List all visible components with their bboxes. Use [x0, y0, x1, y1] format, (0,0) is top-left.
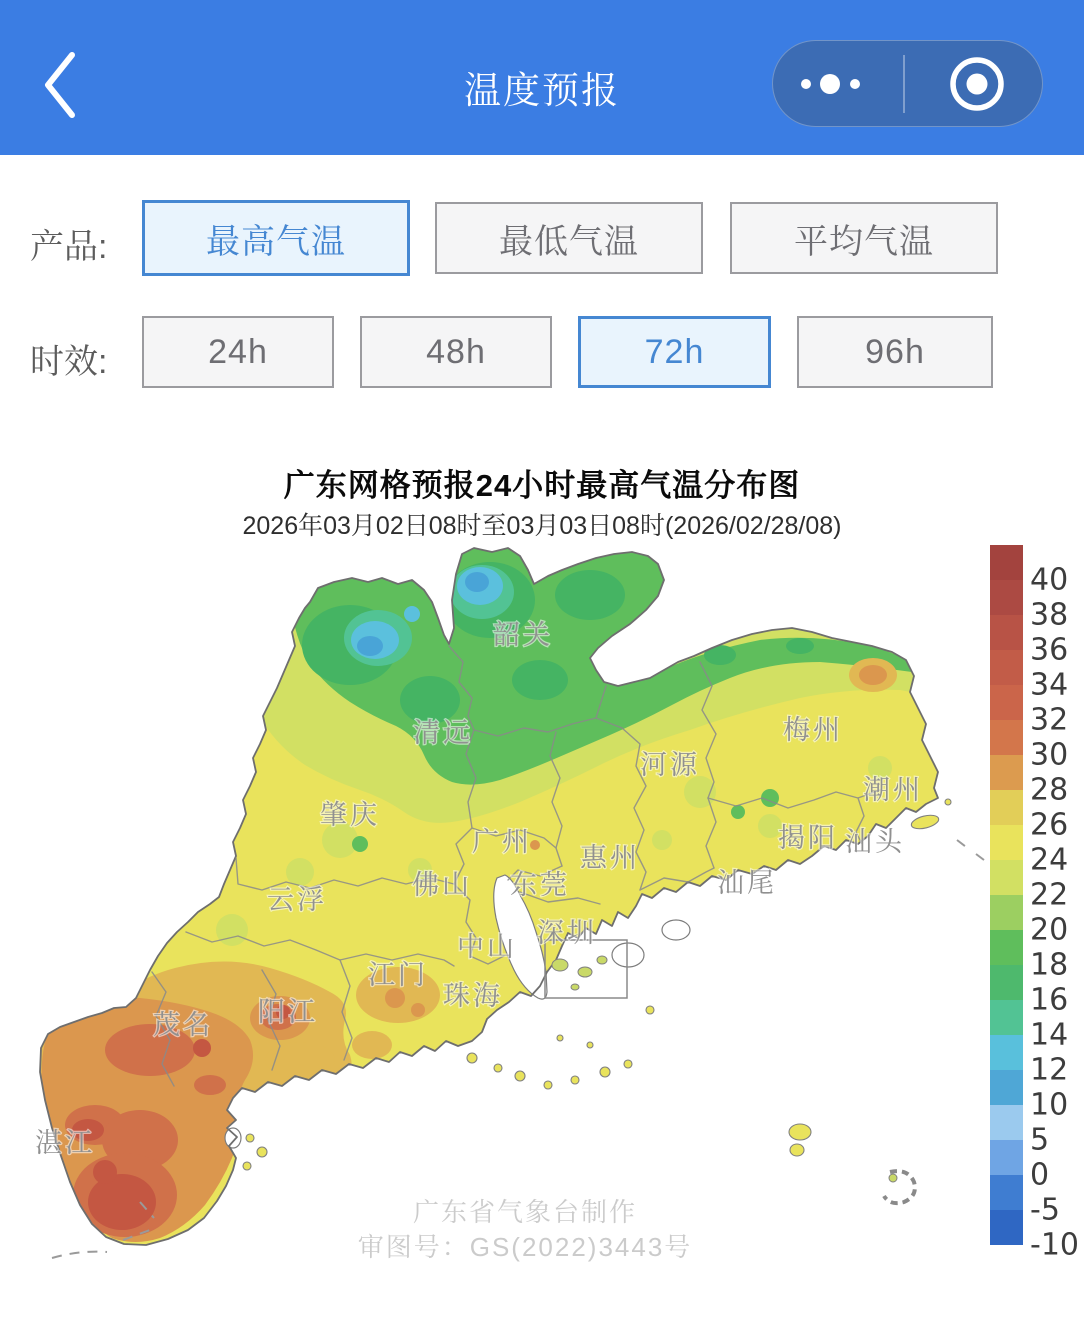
legend-segment [990, 685, 1023, 720]
legend-value-label: 28 [1030, 772, 1069, 808]
map-credit: 广东省气象台制作 [412, 1197, 637, 1227]
legend-value-label: -10 [1030, 1227, 1079, 1263]
legend-value-label: 26 [1030, 807, 1069, 843]
map-city-label: 梅州 [783, 715, 843, 745]
map-city-label: 惠州 [580, 843, 640, 873]
legend-value-label: 22 [1030, 877, 1069, 913]
target-circle-icon [953, 60, 1001, 108]
legend-value-label: 12 [1030, 1052, 1069, 1088]
legend-value-label: 20 [1030, 912, 1069, 948]
product-option-min-temp[interactable]: 最低气温 [435, 202, 703, 274]
map-city-label: 中山 [457, 932, 517, 962]
legend-value-label: 10 [1030, 1087, 1069, 1123]
product-row-label: 产品: [30, 228, 108, 266]
legend-segment [990, 965, 1023, 1000]
legend-segment [990, 860, 1023, 895]
map-city-label: 河源 [640, 750, 700, 780]
map-city-label: 韶关 [493, 620, 553, 650]
legend-segment [990, 1105, 1023, 1140]
legend-segment [990, 720, 1023, 755]
temperature-legend [990, 545, 1079, 1263]
legend-value-label: 32 [1030, 702, 1069, 738]
map-city-label: 潮州 [863, 775, 923, 805]
map-city-label: 揭阳 [778, 823, 838, 853]
legend-segment [990, 580, 1023, 615]
map-city-label: 江门 [368, 960, 428, 990]
product-option-max-temp[interactable]: 最高气温 [142, 200, 410, 276]
legend-segment [990, 755, 1023, 790]
map-city-label: 广州 [472, 827, 532, 857]
legend-segment [990, 1140, 1023, 1175]
period-option-24h[interactable]: 24h [142, 316, 334, 388]
legend-segment [990, 790, 1023, 825]
map-city-label: 清远 [413, 718, 473, 748]
legend-value-label: 0 [1030, 1157, 1050, 1193]
period-option-48h[interactable]: 48h [360, 316, 552, 388]
legend-segment [990, 650, 1023, 685]
legend-value-label: 5 [1030, 1122, 1050, 1158]
legend-value-label: 40 [1030, 562, 1069, 598]
legend-segment [990, 1000, 1023, 1035]
legend-segment [990, 825, 1023, 860]
map-subtitle: 2026年03月02日08时至03月03日08时(2026/02/28/08) [242, 512, 842, 540]
legend-segment [990, 1035, 1023, 1070]
legend-value-label: 14 [1030, 1017, 1069, 1053]
three-dots-icon [801, 74, 860, 94]
legend-segment [990, 1070, 1023, 1105]
miniprogram-capsule [772, 40, 1043, 127]
header-bar [0, 0, 1084, 155]
map-city-label: 汕尾 [717, 868, 777, 898]
map-license: 审图号：GS(2022)3443号 [357, 1232, 693, 1262]
legend-segment [990, 615, 1023, 650]
legend-value-label: 18 [1030, 947, 1069, 983]
legend-segment [990, 930, 1023, 965]
more-button[interactable] [773, 41, 903, 126]
legend-value-label: 38 [1030, 597, 1069, 633]
map-city-label: 阳江 [258, 997, 318, 1027]
map-city-label: 茂名 [153, 1010, 213, 1040]
map-city-label: 云浮 [267, 885, 327, 915]
period-option-72h[interactable]: 72h [578, 316, 771, 388]
legend-value-label: 16 [1030, 982, 1069, 1018]
map-city-label: 湛江 [35, 1128, 95, 1158]
legend-value-label: 34 [1030, 667, 1069, 703]
page-title: 温度预报 [464, 70, 620, 111]
product-option-avg-temp[interactable]: 平均气温 [730, 202, 998, 274]
map-city-label: 佛山 [412, 870, 472, 900]
legend-value-label: 24 [1030, 842, 1069, 878]
legend-segment [990, 545, 1023, 580]
map-city-label: 珠海 [443, 981, 503, 1011]
legend-value-label: 30 [1030, 737, 1069, 773]
map-title: 广东网格预报24小时最高气温分布图 [283, 468, 801, 503]
legend-value-label: -5 [1030, 1192, 1060, 1228]
legend-value-label: 36 [1030, 632, 1069, 668]
period-option-96h[interactable]: 96h [797, 316, 993, 388]
temperature-map [0, 540, 1084, 1280]
legend-segment [990, 895, 1023, 930]
map-city-label: 汕头 [845, 827, 905, 857]
map-city-label: 东莞 [510, 870, 570, 900]
exit-button[interactable] [905, 41, 1042, 126]
map-city-label: 肇庆 [320, 800, 380, 830]
period-row-label: 时效: [30, 343, 108, 381]
map-city-label: 深圳 [537, 918, 597, 948]
